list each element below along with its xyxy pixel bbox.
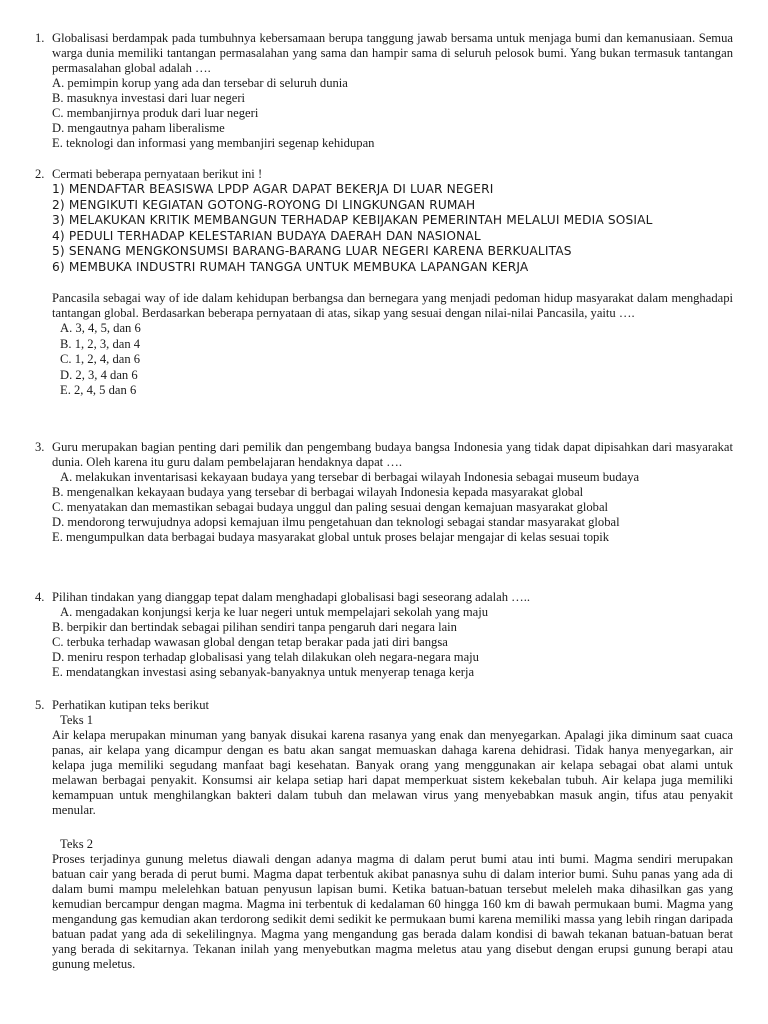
question-stem: Globalisasi berdampak pada tumbuhnya kebersamaan berupa tanggung jawab bersama untuk menjaga bumi dan kemanusiaan. Semua warga dunia memiliki tantangan permasalahan yang sama dan hampir sama di seluruh pelosok bumi. Yang bukan termasuk tantangan permasalahan global adalah …. [52, 31, 733, 75]
statement-3 [52, 213, 733, 229]
option-d: D. mendorong terwujudnya adopsi kemajuan ilmu pengetahuan dan teknologi sebagai standar masyarakat global [52, 515, 620, 529]
answer-options [52, 605, 733, 680]
option-b: B. masuknya investasi dari luar negeri [52, 91, 246, 105]
statement-list [52, 182, 733, 275]
question-3 [0, 440, 768, 545]
option-e: E. mendatangkan investasi asing sebanyak-banyaknya untuk menyerap tenaga kerja [52, 665, 475, 679]
question-5 [0, 698, 768, 972]
answer-options [52, 470, 733, 545]
option-b: B. berpikir dan bertindak sebagai pilihan sendiri tanpa pengaruh dari negara lain [52, 620, 457, 634]
question-number: 3. [35, 440, 45, 454]
teks-2-label: Teks 2 [60, 837, 94, 851]
option-a: A. 3, 4, 5, dan 6 [60, 321, 141, 335]
question-number: 4. [35, 590, 45, 604]
question-paragraph: Pancasila sebagai way of ide dalam kehidupan berbangsa dan bernegara yang menjadi pedoman hidup masyarakat dalam menghadapi tantangan global. Berdasarkan beberapa pernyataan di atas, sikap yang sesuai dengan nilai-nilai Pancasila, yaitu …. [52, 291, 733, 320]
question-stem: Cermati beberapa pernyataan berikut ini ! [52, 167, 263, 181]
option-c: C. membanjirnya produk dari luar negeri [52, 106, 259, 120]
question-2 [0, 167, 768, 399]
question-number: 5. [35, 698, 45, 712]
option-c: C. terbuka terhadap wawasan global dengan tetap berakar pada jati diri bangsa [52, 635, 448, 649]
option-d: D. meniru respon terhadap globalisasi yang telah dilakukan oleh negara-negara maju [52, 650, 479, 664]
option-d: D. mengautnya paham liberalisme [52, 121, 225, 135]
statement-1: 1) MENDAFTAR BEASISWA LPDP AGAR DAPAT BEKERJA DI LUAR NEGERI [52, 182, 494, 196]
option-b: B. 1, 2, 3, dan 4 [60, 336, 141, 351]
question-4 [0, 590, 768, 680]
question-number: 2. [35, 167, 45, 181]
option-b: B. mengenalkan kekayaan budaya yang tersebar di berbagai wilayah Indonesia kepada masyarakat global [52, 485, 584, 499]
question-number: 1. [35, 31, 45, 45]
question-stem: Guru merupakan bagian penting dari pemilik dan pengembang budaya bangsa Indonesia yang tidak dapat dipisahkan dari masyarakat dunia. Oleh karena itu guru dalam pembelajaran hendaknya dapat …. [52, 440, 733, 469]
teks-1-label: Teks 1 [60, 713, 94, 727]
question-stem: Perhatikan kutipan teks berikut [52, 698, 210, 712]
option-d: D. 2, 3, 4 dan 6 [60, 367, 138, 382]
statement-5: 5) SENANG MENGKONSUMSI BARANG-BARANG LUAR NEGERI KARENA BERKUALITAS [52, 244, 572, 258]
option-e: E. 2, 4, 5 dan 6 [60, 383, 137, 397]
option-c: C. menyatakan dan memastikan sebagai budaya unggul dan paling sesuai dengan kemajuan masyarakat global [52, 500, 609, 514]
teks-2-body: Proses terjadinya gunung meletus diawali dengan adanya magma di dalam perut bumi atau inti bumi. Magma sendiri merupakan batuan cair yang berada di perut bumi. Magma dapat terbentuk akibat panasnya suhu di dalam interior bumi. Suhu panas yang ada di dalam bumi mampu melelehkan batuan penyusun lapisan bumi. Ketika batuan-batuan tersebut meleleh maka dihasilkan gas yang kemudian bercampur dengan magma. Magma ini terbentuk di kedalaman 60 hingga 160 km di bawah permukaan bumi. Magma yang mengandung gas kemudian akan terdorong sedikit demi sedikit ke permukaan bumi karena memiliki massa yang lebih ringan daripada batuan padat yang ada di sekelilingnya. Magma yang mengandung gas berada dalam kondisi di bawah tekanan batuan-batuan berat yang berada di sekitarnya. Tekanan inilah yang menyebutkan magma meletus atau yang disebut dengan erupsi gunung berapi atau gunung meletus. [52, 852, 733, 971]
question-1 [0, 31, 768, 151]
option-c: C. 1, 2, 4, dan 6 [60, 352, 141, 366]
option-a: A. pemimpin korup yang ada dan tersebar di seluruh dunia [52, 76, 348, 90]
option-e: E. mengumpulkan data berbagai budaya masyarakat global untuk proses belajar mengajar di kelas sesuai topik [52, 530, 610, 544]
answer-options [60, 321, 768, 399]
teks-1-body: Air kelapa merupakan minuman yang banyak disukai karena rasanya yang enak dan menyegarkan. Apalagi jika diminum saat cuaca panas, air kelapa yang dicampur dengan es batu akan sangat memuaskan dahaga karena dehidrasi. Tidak hanya menyegarkan, air kelapa juga memiliki segudang manfaat bagi kesehatan. Banyak orang yang menggunakan air kelapa sebagai obat alami untuk melawan berbagai penyakit. Konsumsi air kelapa setiap hari dapat memperkuat sistem kekebalan tubuh. Air kelapa juga memiliki kemampuan untuk menghilangkan bakteri dalam tubuh dan melawan virus yang menyebabkan masuk angin, tifus atau penyakit menular. [52, 728, 733, 817]
statement-3-text: 3) MELAKUKAN KRITIK MEMBANGUN TERHADAP KEBIJAKAN PEMERINTAH MELALUI MEDIA SOSIAL [52, 213, 653, 227]
statement-2: 2) MENGIKUTI KEGIATAN GOTONG-ROYONG DI LINGKUNGAN RUMAH [52, 197, 476, 212]
answer-options [52, 76, 733, 151]
statement-4: 4) PEDULI TERHADAP KELESTARIAN BUDAYA DAERAH DAN NASIONAL [52, 228, 481, 243]
option-e: E. teknologi dan informasi yang membanjiri segenap kehidupan [52, 136, 375, 150]
option-a: A. melakukan inventarisasi kekayaan budaya yang tersebar di berbagai wilayah Indonesia sebagai museum budaya [60, 470, 640, 484]
statement-6: 6) MEMBUKA INDUSTRI RUMAH TANGGA UNTUK MEMBUKA LAPANGAN KERJA [52, 259, 529, 274]
question-stem: Pilihan tindakan yang dianggap tepat dalam menghadapi globalisasi bagi seseorang adalah ….. [52, 590, 531, 604]
option-a: A. mengadakan konjungsi kerja ke luar negeri untuk mempelajari sekolah yang maju [60, 605, 489, 619]
